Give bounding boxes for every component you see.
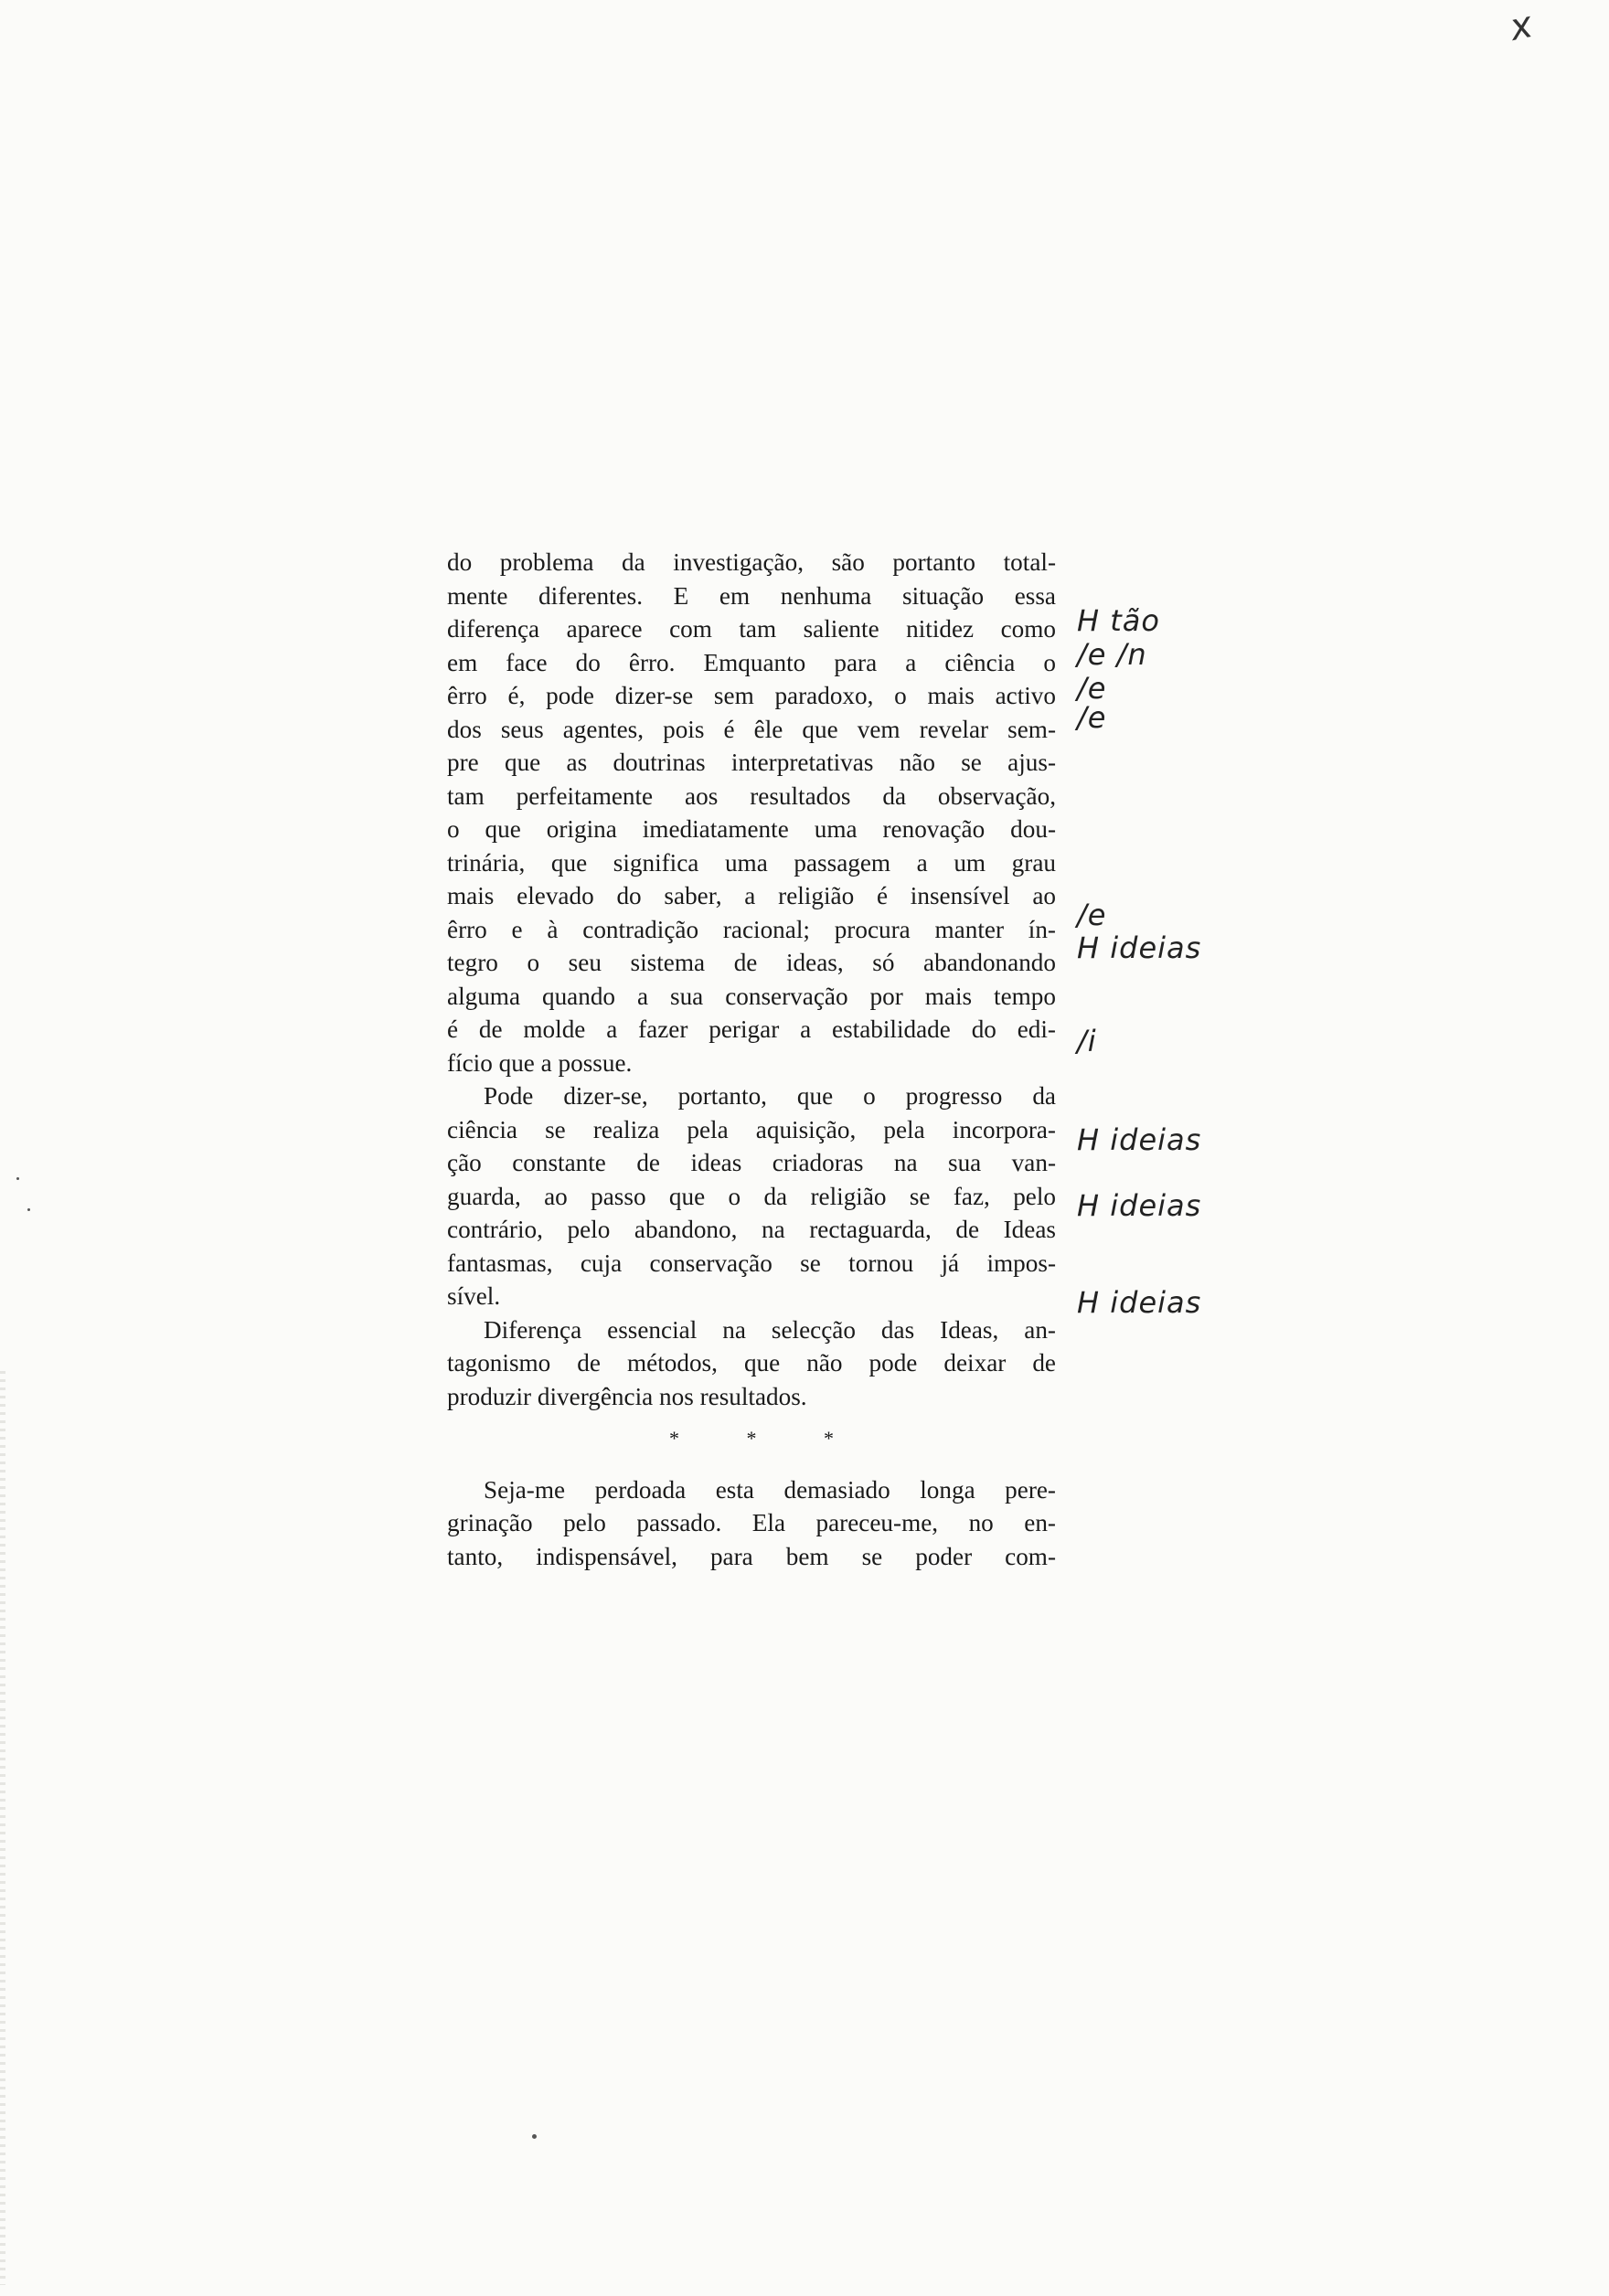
margin-note: /e (1077, 700, 1107, 735)
text-line: mente diferentes. E em nenhuma situação essa (447, 581, 1056, 610)
text-line: Diferença essencial na selecção das Ideas, an- (484, 1315, 1056, 1344)
text-line: ciência se realiza pela aquisição, pela incorpora- (447, 1115, 1056, 1143)
text-line: tanto, indispensável, para bem se poder com- (447, 1542, 1056, 1570)
text-line: dos seus agentes, pois é êle que vem revelar sem- (447, 715, 1056, 743)
text-line: trinária, que significa uma passagem a um grau (447, 848, 1056, 877)
page-corner-mark: x (1506, 4, 1537, 49)
margin-note: H tão (1077, 603, 1160, 638)
margin-note: /e /n (1077, 637, 1147, 672)
text-line: Pode dizer-se, portanto, que o progresso da (484, 1082, 1056, 1110)
scan-speck (27, 1208, 30, 1211)
text-line: diferença aparece com tam saliente nitidez como (447, 615, 1056, 643)
body-text (447, 546, 1056, 1573)
text-line: alguma quando a sua conservação por mais tempo (447, 982, 1056, 1010)
margin-note: /i (1077, 1024, 1097, 1058)
text-line: êrro e à contradição racional; procura manter ín- (447, 915, 1056, 943)
scan-edge-noise (0, 1371, 5, 2285)
margin-note: /e (1077, 898, 1107, 932)
text-line: sível. (447, 1282, 501, 1310)
margin-note: H ideias (1077, 1285, 1202, 1320)
text-line: ção constante de ideas criadoras na sua van- (447, 1149, 1056, 1176)
text-line: tam perfeitamente aos resultados da observação, (447, 781, 1056, 810)
scan-speck (16, 1177, 19, 1180)
text-line: fantasmas, cuja conservação se tornou já impos- (447, 1249, 1056, 1277)
text-line: é de molde a fazer perigar a estabilidade do edi- (447, 1015, 1056, 1043)
text-line: mais elevado do saber, a religião é insensível ao (447, 882, 1056, 909)
text-line: êrro é, pode dizer-se sem paradoxo, o mais activo (447, 682, 1056, 709)
text-line: contrário, pelo abandono, na rectaguarda, de Ideas (447, 1216, 1056, 1243)
text-line: fício que a possue. (447, 1048, 633, 1077)
text-line: tagonismo de métodos, que não pode deixar de (447, 1349, 1056, 1377)
margin-note: H ideias (1077, 930, 1202, 965)
text-line: grinação pelo passado. Ela pareceu-me, no en- (447, 1509, 1056, 1536)
text-line: produzir divergência nos resultados. (447, 1382, 807, 1410)
text-line: tegro o seu sistema de ideas, só abandonando (447, 949, 1056, 976)
margin-note: /e (1077, 671, 1107, 706)
margin-note: H ideias (1077, 1122, 1202, 1157)
margin-note: H ideias (1077, 1188, 1202, 1223)
scan-speck (532, 2134, 537, 2139)
text-line: do problema da investigação, são portanto total- (447, 548, 1056, 576)
text-line: guarda, ao passo que o da religião se faz, pelo (447, 1182, 1056, 1210)
text-line: em face do êrro. Emquanto para a ciência o (447, 648, 1056, 676)
text-line: pre que as doutrinas interpretativas não se ajus- (447, 749, 1056, 776)
text-line: o que origina imediatamente uma renovação dou- (447, 815, 1056, 843)
section-separator: * * * (669, 1427, 865, 1450)
text-line: Seja-me perdoada esta demasiado longa pere- (484, 1475, 1056, 1504)
